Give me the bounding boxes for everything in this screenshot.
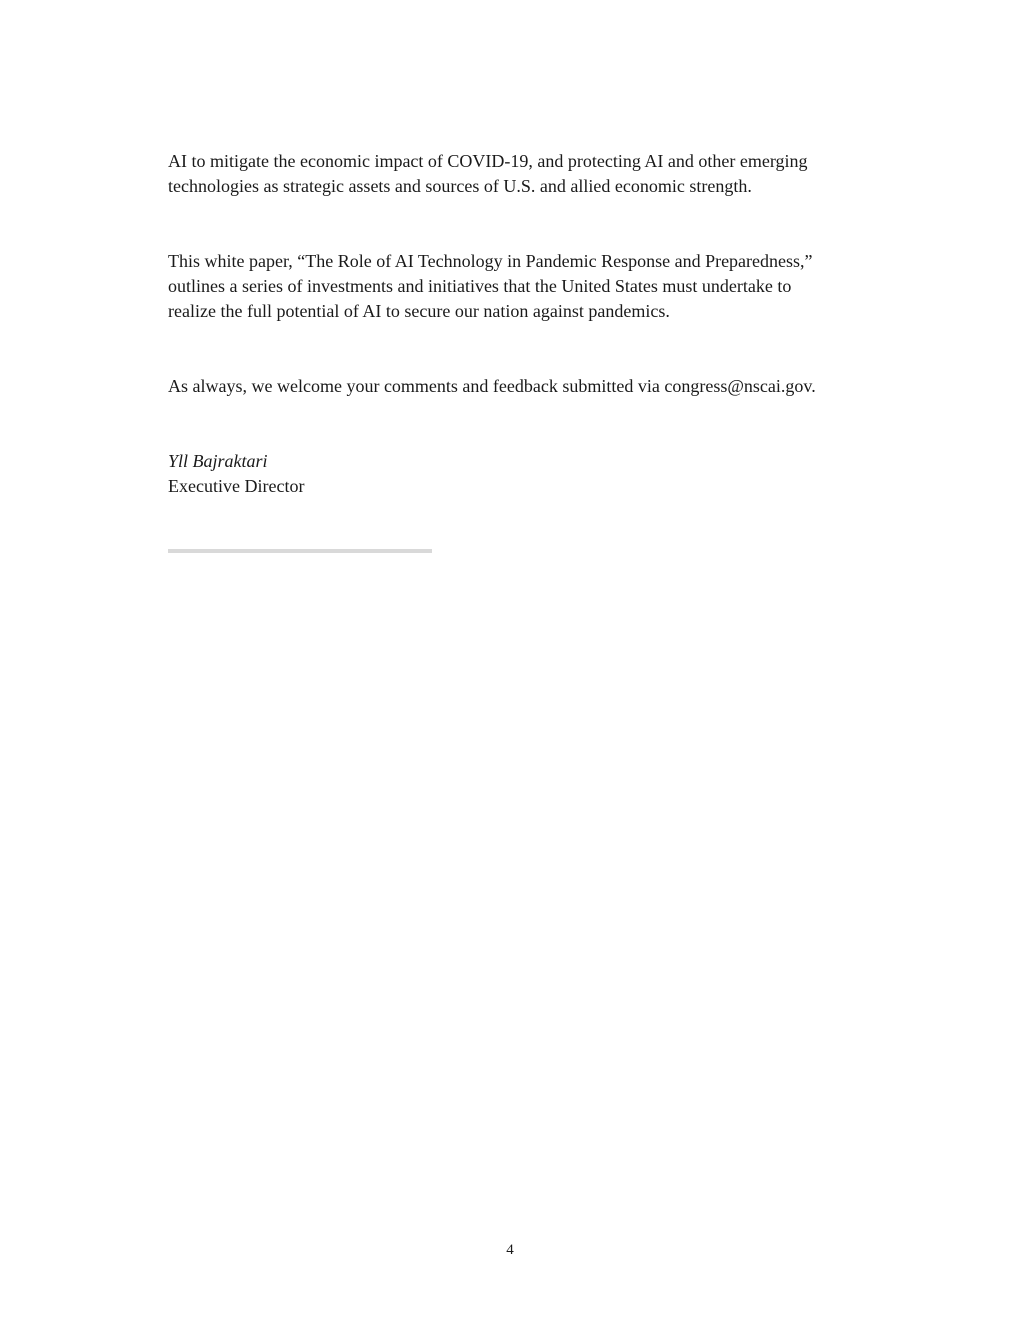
page-number: 4: [506, 1242, 514, 1258]
signature-title: Executive Director: [168, 476, 305, 496]
signature-block: [168, 449, 568, 499]
body-paragraph-2: This white paper, “The Role of AI Technology in Pandemic Response and Preparedness,” outlines a series of investments and initiatives that the United States must undertake to realize the full potential of AI to secure our nation against pandemics.: [168, 251, 813, 321]
signature-name: Yll Bajraktari: [168, 451, 268, 471]
section-divider: [168, 549, 432, 553]
body-paragraph-1: AI to mitigate the economic impact of COVID-19, and protecting AI and other emerging technologies as strategic assets and sources of U.S. and allied economic strength.: [168, 151, 808, 196]
body-paragraph-3: As always, we welcome your comments and feedback submitted via congress@nscai.gov.: [168, 376, 816, 396]
